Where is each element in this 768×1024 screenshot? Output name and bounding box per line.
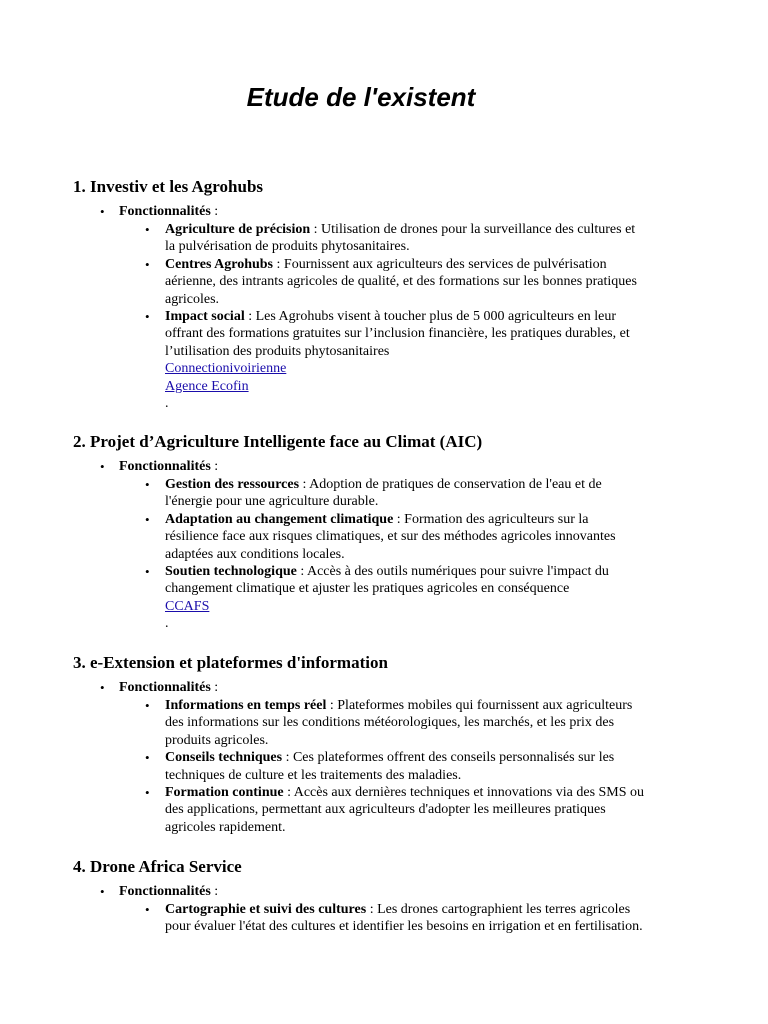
bullet-icon: • bbox=[100, 204, 105, 219]
feature-list bbox=[73, 458, 713, 632]
bullet-icon: • bbox=[145, 698, 150, 713]
feature-list bbox=[73, 679, 713, 836]
bullet-icon: • bbox=[145, 902, 150, 917]
item-text: : Utilisation de drones pour la surveillance des cultures et la pulvérisation de produits phytosanitaires. bbox=[165, 222, 636, 255]
sub-list bbox=[119, 697, 713, 836]
bullet-icon: • bbox=[145, 477, 150, 492]
bullet-icon: • bbox=[100, 884, 105, 899]
item-text: : Les drones cartographient les terres agricoles pour évaluer l'état des cultures et identifier les besoins en irrigation et en fertilisation. bbox=[165, 902, 643, 935]
bullet-icon: • bbox=[145, 309, 150, 325]
section-heading: 3. e-Extension et plateformes d'information bbox=[73, 653, 388, 672]
label-separator: : bbox=[210, 680, 219, 695]
item-text: : Adoption de pratiques de conservation de l'eau et de l'énergie pour une agriculture durable. bbox=[165, 477, 602, 510]
features-label: Fonctionnalités bbox=[119, 680, 211, 695]
item-name: Conseils techniques bbox=[165, 750, 283, 766]
sub-list bbox=[119, 901, 713, 936]
list-item bbox=[119, 563, 645, 632]
item-name: Informations en temps réel bbox=[165, 698, 327, 713]
bullet-icon: • bbox=[100, 680, 105, 695]
item-text: : Formation des agriculteurs sur la résilience face aux risques climatiques, et sur des méthodes agricoles innovantes adaptées aux conditions locales. bbox=[165, 511, 616, 562]
list-item bbox=[119, 784, 645, 836]
section-heading: 4. Drone Africa Service bbox=[73, 857, 242, 876]
list-item bbox=[119, 476, 645, 511]
item-text: : Fournissent aux agriculteurs des services de pulvérisation aérienne, des intrants agricoles de qualité, et des formations sur les bonnes pratiques agricoles. bbox=[165, 256, 637, 307]
features-item bbox=[73, 679, 713, 836]
trailing-period: . bbox=[165, 616, 169, 632]
feature-list bbox=[73, 203, 713, 412]
item-name: Gestion des ressources bbox=[165, 477, 300, 492]
link-connectionivoirienne[interactable]: Connectionivoirienne bbox=[165, 361, 287, 377]
features-label: Fonctionnalités bbox=[119, 204, 211, 219]
features-label: Fonctionnalités bbox=[119, 459, 211, 474]
page-title: Etude de l'existent bbox=[246, 82, 476, 112]
item-name: Soutien technologique bbox=[165, 564, 297, 580]
section-investiv-agrohubs bbox=[73, 176, 713, 412]
sub-list bbox=[119, 476, 713, 632]
sub-list bbox=[119, 221, 713, 412]
bullet-icon: • bbox=[145, 564, 150, 580]
list-item bbox=[119, 697, 645, 749]
bullet-icon: • bbox=[145, 785, 150, 801]
list-item bbox=[119, 749, 645, 784]
bullet-icon: • bbox=[145, 256, 150, 272]
features-item bbox=[73, 458, 713, 632]
section-heading: 1. Investiv et les Agrohubs bbox=[73, 177, 264, 196]
list-item bbox=[119, 308, 645, 412]
bullet-icon: • bbox=[145, 222, 150, 237]
section-heading: 2. Projet d’Agriculture Intelligente face au Climat (AIC) bbox=[73, 432, 483, 451]
label-separator: : bbox=[210, 884, 219, 899]
list-item bbox=[119, 221, 645, 256]
feature-list bbox=[73, 883, 713, 936]
label-separator: : bbox=[210, 459, 219, 474]
list-item bbox=[119, 511, 645, 563]
features-item bbox=[73, 883, 713, 936]
item-name: Cartographie et suivi des cultures bbox=[165, 902, 367, 917]
bullet-icon: • bbox=[145, 511, 150, 527]
label-separator: : bbox=[210, 204, 219, 219]
item-name: Agriculture de précision bbox=[165, 222, 311, 237]
item-text: : Accès aux dernières techniques et innovations via des SMS ou des applications, permettant aux agriculteurs d'adopter les meilleures pratiques agricoles rapidement. bbox=[165, 785, 645, 835]
section-aic bbox=[73, 431, 713, 632]
item-text: : Ces plateformes offrent des conseils personnalisés sur les techniques de culture et les traitements des maladies. bbox=[165, 750, 615, 783]
list-item bbox=[119, 901, 645, 936]
item-text: : Plateformes mobiles qui fournissent aux agriculteurs des informations sur les conditions météorologiques, les marchés, et les prix des produits agricoles. bbox=[165, 698, 633, 748]
trailing-period: . bbox=[165, 396, 169, 412]
item-name: Adaptation au changement climatique bbox=[165, 511, 394, 527]
bullet-icon: • bbox=[100, 459, 105, 474]
link-agence-ecofin[interactable]: Agence Ecofin bbox=[165, 378, 249, 394]
list-item bbox=[119, 256, 645, 308]
features-item bbox=[73, 203, 713, 412]
section-e-extension bbox=[73, 652, 713, 836]
section-drone-africa bbox=[73, 856, 713, 936]
bullet-icon: • bbox=[145, 750, 150, 766]
item-name: Formation continue bbox=[165, 785, 284, 801]
item-text: : Accès à des outils numériques pour suivre l'impact du changement climatique et ajuster les pratiques agricoles en conséquence bbox=[165, 564, 609, 597]
item-name: Impact social bbox=[165, 309, 245, 325]
features-label: Fonctionnalités bbox=[119, 884, 211, 899]
item-text: : Les Agrohubs visent à toucher plus de 5 000 agriculteurs en leur offrant des formations gratuites sur l’inclusion financière, les pratiques durables, et l’utilisation des produits phytosanitaires bbox=[165, 309, 630, 359]
item-name: Centres Agrohubs bbox=[165, 256, 274, 272]
link-ccafs[interactable]: CCAFS bbox=[165, 598, 210, 614]
